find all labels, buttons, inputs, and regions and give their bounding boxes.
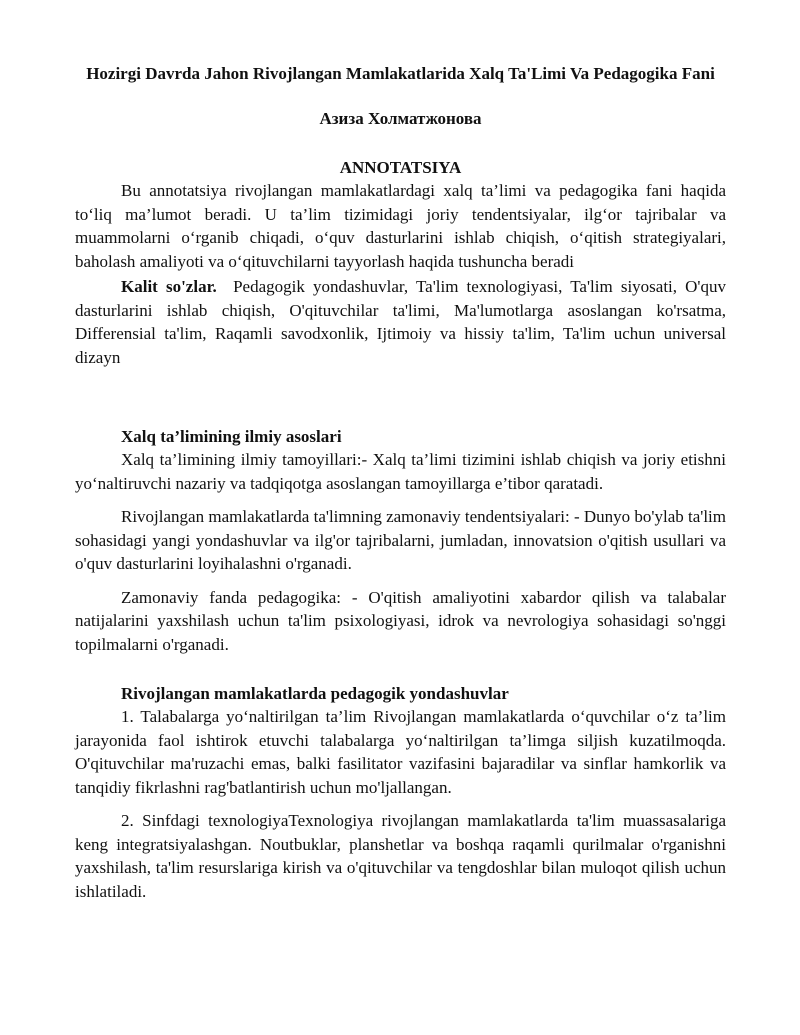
paper-title: Hozirgi Davrda Jahon Rivojlangan Mamlakatlarida Xalq Ta'Limi Va Pedagogika Fani	[86, 64, 715, 83]
document-page	[75, 62, 726, 903]
annotation-heading: ANNOTATSIYA	[339, 158, 462, 177]
section1-paragraph: Xalq ta’limining ilmiy tamoyillari:- Xalq ta’limi tizimini ishlab chiqish va joriy etishni yo‘naltiruvchi nazariy va tadqiqotga asoslangan tamoyillarga e’tibor qaratadi.	[75, 450, 726, 493]
keywords-paragraph	[75, 275, 726, 369]
section-heading-scientific-foundations: Xalq ta’limining ilmiy asoslari	[121, 427, 342, 446]
annotation-text: Bu annotatsiya rivojlangan mamlakatlardagi xalq ta’limi va pedagogika fani haqida to‘liq ma’lumot beradi. U ta’lim tizimidagi joriy tendentsiyalar, ilg‘or tajribalar va muammolarni o‘rganib chiqadi, o‘quv dasturlarini ishlab chiqish, o‘qitish strategiyalari, baholash amaliyoti va o‘qituvchilarni tayyorlash haqida tushuncha beradi	[75, 181, 726, 271]
keywords-text: Pedagogik yondashuvlar, Ta'lim texnologiyasi, Ta'lim siyosati, O'quv dasturlarini ishlab chiqish, O'qituvchilar ta'limi, Ma'lumotlarga asoslangan ko'rsatma, Differensial ta'lim, Raqamli savodxonlik, Ijtimoiy va hissiy ta'lim, Ta'lim uchun universal dizayn	[75, 277, 726, 367]
section-heading-pedagogical-approaches: Rivojlangan mamlakatlarda pedagogik yondashuvlar	[121, 684, 509, 703]
section2-paragraph: 2. Sinfdagi texnologiyaTexnologiya rivojlangan mamlakatlarda ta'lim muassasalariga keng integratsiyalashgan. Noutbuklar, planshetlar va boshqa raqamli qurilmalar o'rganishni yaxshilash, ta'lim resurslariga kirish va o'qituvchilar va tengdoshlar bilan muloqot qilish uchun ishlatiladi.	[75, 811, 726, 901]
section1-paragraph: Rivojlangan mamlakatlarda ta'limning zamonaviy tendentsiyalari: - Dunyo bo'ylab ta'lim sohasidagi yangi yondashuvlar va ilg'or tajribalarni, jumladan, innovatsion o'qitish usullari va o'quv dasturlarini loyihalashni o'rganadi.	[75, 507, 726, 573]
section2-paragraph: 1. Talabalarga yo‘naltirilgan ta’lim Rivojlangan mamlakatlarda o‘quvchilar o‘z ta’lim jarayonida faol ishtirok etuvchi talabalarga yo‘naltirilgan ta’limga siljish kuzatilmoqda. O'qituvchilar ma'ruzachi emas, balki fasilitator vazifasini bajaradilar va sinflar hamkorlik va tanqidiy fikrlashni rag'batlantirish uchun mo'ljallangan.	[75, 707, 726, 797]
keywords-label: Kalit so'zlar.	[121, 277, 217, 296]
section1-paragraph: Zamonaviy fanda pedagogika: - O'qitish amaliyotini xabardor qilish va talabalar natijalarini yaxshilash uchun ta'lim psixologiyasi, idrok va nevrologiya sohasidagi so'nggi topilmalarni o'rganadi.	[75, 587, 726, 654]
author-name: Азиза Холматжонова	[319, 109, 482, 128]
